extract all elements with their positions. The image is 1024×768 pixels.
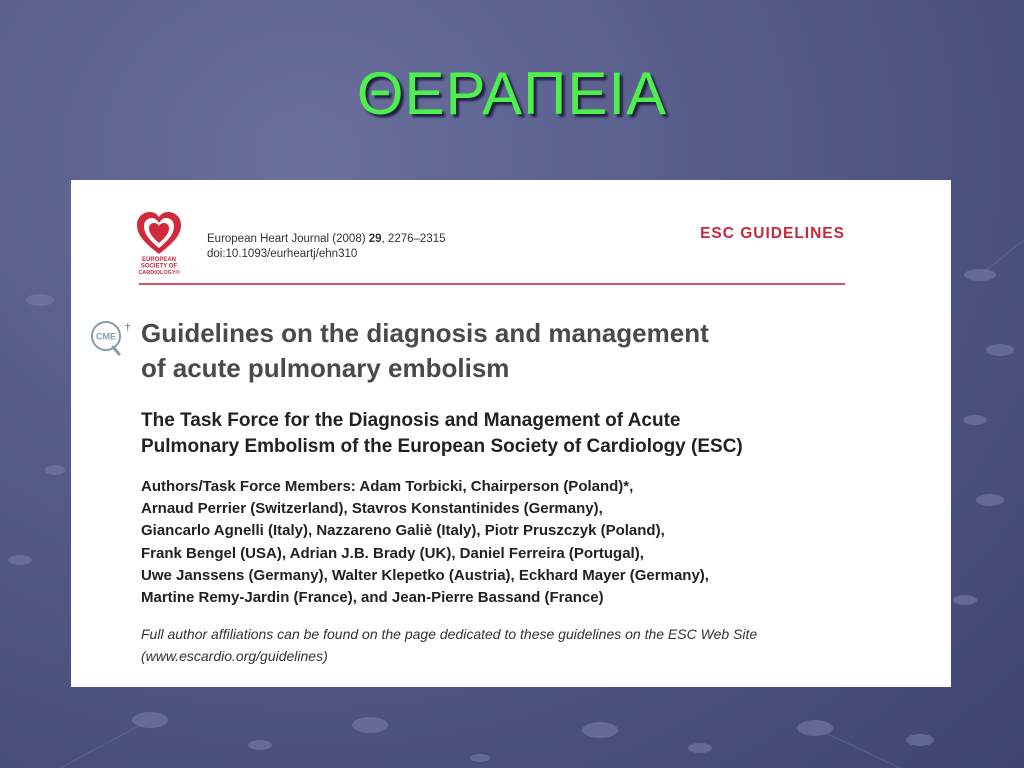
esc-guidelines-label: ESC GUIDELINES (700, 225, 845, 242)
cme-badge-icon (89, 318, 133, 358)
cme-dagger: † (125, 321, 131, 333)
header-rule-divider (139, 283, 845, 285)
author-line-6: Martine Remy-Jardin (France), and Jean-Pierre Bassand (France) (141, 589, 604, 607)
paper-title-line-2: of acute pulmonary embolism (141, 353, 510, 383)
author-line-4: Frank Bengel (USA), Adrian J.B. Brady (UK), Daniel Ferreira (Portugal), (141, 544, 644, 562)
journal-volume: 29 (368, 233, 382, 245)
author-line-1: Authors/Task Force Members: Adam Torbicki, Chairperson (Poland)*, (141, 478, 634, 495)
paper-subtitle (141, 408, 861, 460)
paper-image (71, 180, 951, 687)
cme-text: CME (96, 331, 116, 342)
journal-citation (207, 232, 446, 262)
paper-subtitle-line-1: The Task Force for the Diagnosis and Management of Acute (141, 410, 681, 431)
journal-doi: doi:10.1093/eurheartj/ehn310 (207, 248, 358, 260)
paper-title (141, 316, 861, 386)
affiliation-line-1: Full author affiliations can be found on the page dedicated to these guidelines on the ESC Web Site (141, 626, 758, 642)
esc-heart-logo (133, 210, 185, 276)
affiliation-note (141, 623, 871, 667)
slide-title: ΘΕΡΑΠΕΙΑ (356, 60, 668, 127)
logo-text-1: EUROPEAN (141, 257, 177, 263)
paper-subtitle-line-2: Pulmonary Embolism of the European Society of Cardiology (ESC) (141, 436, 743, 457)
author-list (141, 476, 871, 609)
journal-name: European Heart Journal (2008) (207, 233, 369, 245)
author-line-3: Giancarlo Agnelli (Italy), Nazzareno Galiè (Italy), Piotr Pruszczyk (Poland), (141, 522, 665, 540)
affiliation-line-2: (www.escardio.org/guidelines) (141, 648, 328, 664)
author-line-5: Uwe Janssens (Germany), Walter Klepetko (Austria), Eckhard Mayer (Germany), (141, 566, 709, 584)
logo-text-3: CARDIOLOGY® (138, 270, 180, 276)
paper-title-line-1: Guidelines on the diagnosis and management (141, 318, 709, 348)
logo-text-2: SOCIETY OF (140, 263, 178, 270)
author-line-2: Arnaud Perrier (Switzerland), Stavros Konstantinides (Germany), (141, 500, 603, 518)
journal-pages: , 2276–2315 (381, 233, 446, 245)
